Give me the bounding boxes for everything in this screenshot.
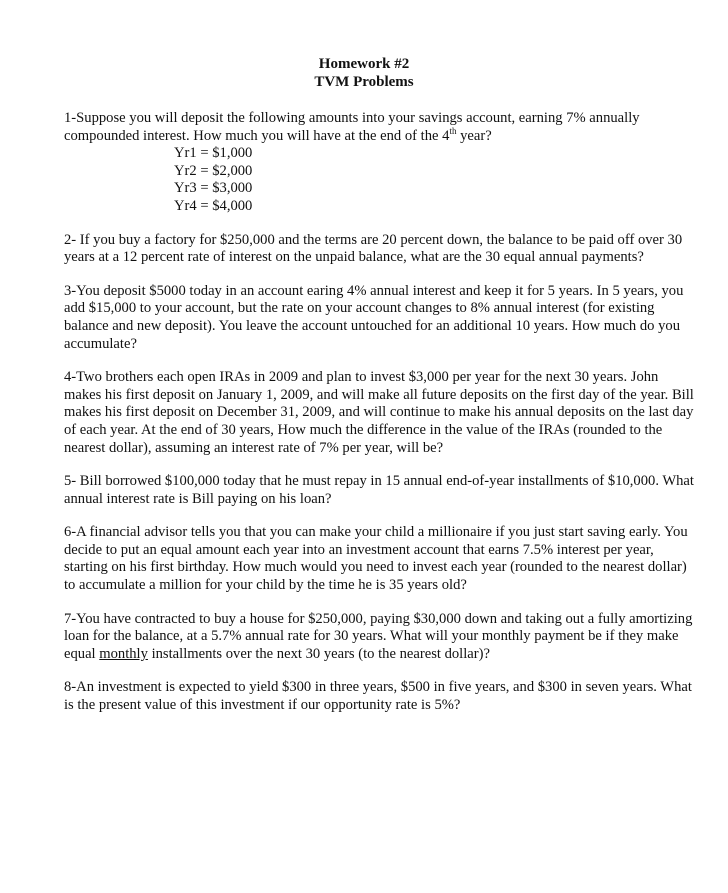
problem-8-text: 8-An investment is expected to yield $300 in three years, $500 in five years, and $300 in seven years. What is the present value of this investment if our opportunity rate is 5%?: [64, 679, 692, 714]
problem-3-text: 3-You deposit $5000 today in an account earing 4% annual interest and keep it for 5 years. In 5 years, you add $15,000 to your account, but the rate on your account changes to 8% annual interest (for existing balance and new deposit). You leave the account untouched for an additional 10 years. How much do you accumulate?: [64, 282, 684, 352]
problem-2: [64, 232, 694, 267]
deposit-amount: Yr1 = $1,000: [174, 145, 253, 162]
problem-list: [64, 110, 694, 731]
underlined-word: monthly: [99, 645, 148, 662]
problem-8: [64, 679, 694, 714]
problem-4: [64, 369, 694, 457]
page-subtitle: TVM Problems: [314, 74, 414, 90]
problem-4-text: 4-Two brothers each open IRAs in 2009 and plan to invest $3,000 per year for the next 30 years. John makes his first deposit on January 1, 2009, and will make all future deposits on the first day of the year. Bill makes his first deposit on December 31, 2009, and will continue to make his annual deposits on the last day of each year. At the end of 30 years, How much the difference in the value of the IRAs (rounded to the nearest dollar), assuming an interest rate of 7% per year, will be?: [64, 369, 694, 456]
problem-5: [64, 473, 694, 508]
deposit-amount: Yr4 = $4,000: [174, 197, 253, 214]
problem-3: [64, 283, 694, 353]
problem-6: [64, 524, 694, 594]
problem-1: [64, 110, 694, 216]
problem-1-text: 1-Suppose you will deposit the following amounts into your savings account, earning 7% annually compounded interest. How much you will have at the end of the 4th year?: [64, 110, 640, 144]
deposit-schedule: [174, 145, 694, 215]
problem-7-text: 7-You have contracted to buy a house for $250,000, paying $30,000 down and taking out a fully amortizing loan for the balance, at a 5.7% annual rate for 30 years. What will your monthly payment be if they make equal monthly installments over the next 30 years (to the nearest dollar)?: [64, 610, 693, 662]
problem-6-text: 6-A financial advisor tells you that you can make your child a millionaire if you just start saving early. You decide to put an equal amount each year into an investment account that earns 7.5% interest per year, starting on his first birthday. How much would you need to invest each year (rounded to the nearest dollar) to accumulate a million for your child by the time he is 35 years old?: [64, 524, 688, 594]
page-heading: [0, 55, 728, 91]
deposit-amount: Yr2 = $2,000: [174, 162, 253, 179]
deposit-amount: Yr3 = $3,000: [174, 180, 253, 197]
problem-2-text: 2- If you buy a factory for $250,000 and the terms are 20 percent down, the balance to be paid off over 30 years at a 12 percent rate of interest on the unpaid balance, what are the 30 equal annual payments?: [64, 231, 683, 266]
page-title: Homework #2: [318, 56, 410, 72]
problem-5-text: 5- Bill borrowed $100,000 today that he must repay in 15 annual end-of-year installments of $10,000. What annual interest rate is Bill paying on his loan?: [64, 473, 694, 507]
ordinal-superscript: th: [449, 125, 457, 136]
problem-7: [64, 611, 694, 664]
